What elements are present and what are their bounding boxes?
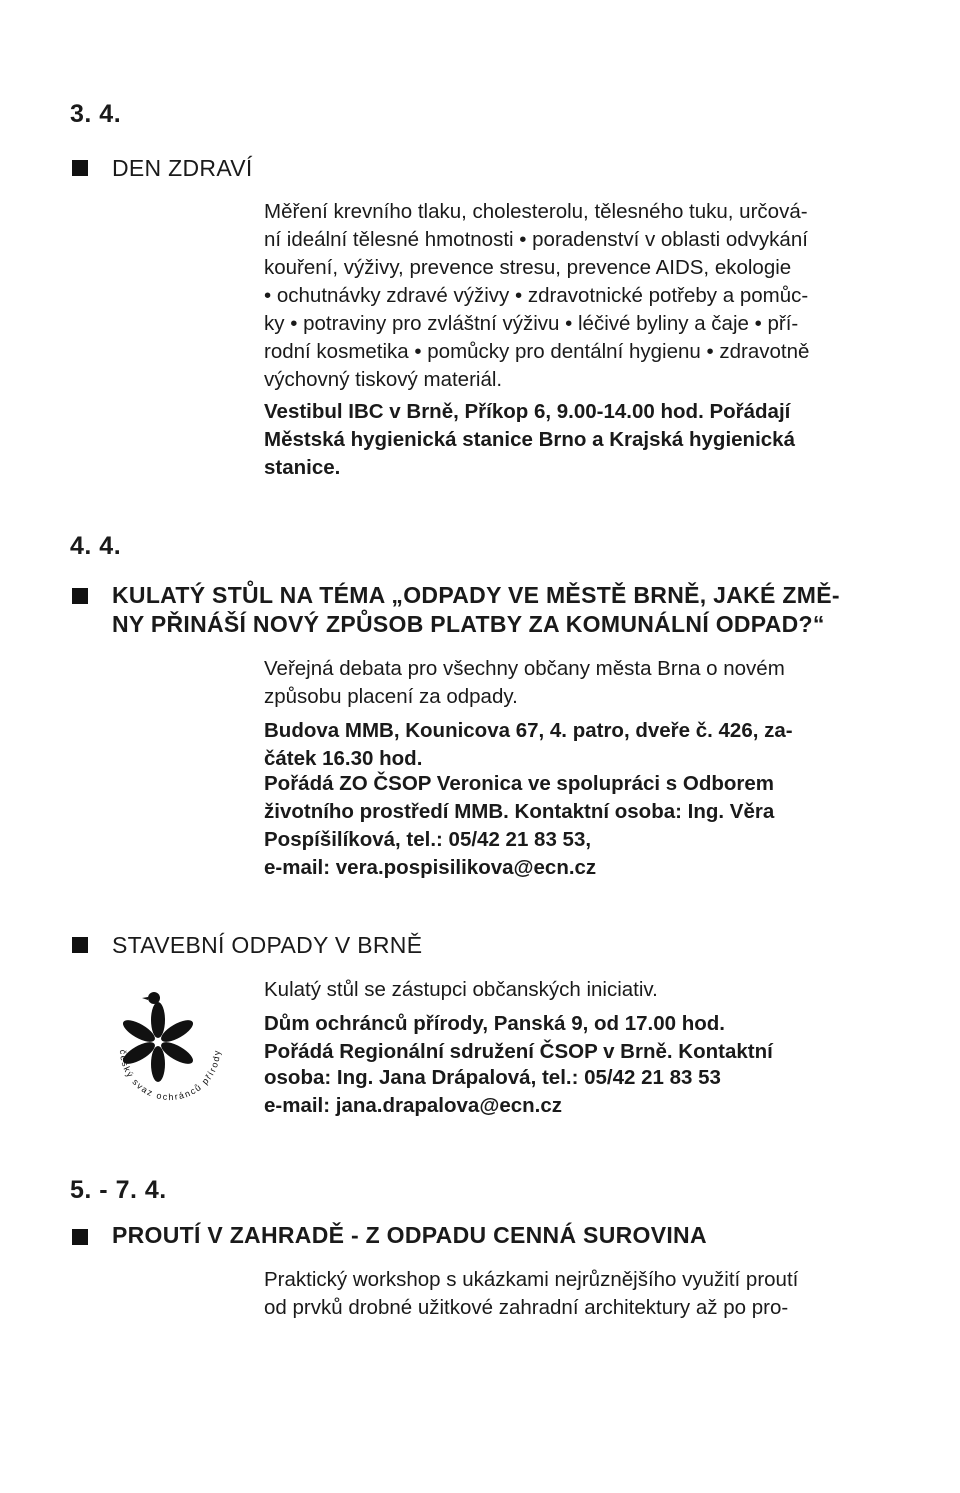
body-line: Veřejná debata pro všechny občany města Brna o novém (264, 657, 785, 680)
date-heading: 3. 4. (70, 100, 122, 128)
section-title-line: KULATÝ STŮL NA TÉMA „ODPADY VE MĚSTĚ BRNĚ, JAKÉ ZMĚ- (112, 582, 840, 608)
body-line: ní ideální tělesné hmotnosti • poradenství v oblasti odvykání (264, 228, 808, 251)
info-line: Vestibul IBC v Brně, Příkop 6, 9.00-14.00 hod. Pořádají (264, 400, 791, 423)
info-line: stanice. (264, 456, 341, 479)
body-line: ky • potraviny pro zvláštní výživu • léčivé byliny a čaje • pří- (264, 312, 799, 335)
body-line: způsobu placení za odpady. (264, 685, 518, 708)
body-line: Měření krevního tlaku, cholesterolu, tělesného tuku, určová- (264, 200, 808, 223)
logo-caption: český svaz ochránců přírody (117, 1048, 223, 1103)
body-line: Kulatý stůl se zástupci občanských iniciativ. (264, 978, 658, 1001)
info-line: Městská hygienická stanice Brno a Krajská hygienická (264, 428, 795, 451)
body-line: Praktický workshop s ukázkami nejrůznějšího využití proutí (264, 1268, 799, 1291)
info-line: Pořádá ZO ČSOP Veronica ve spolupráci s Odborem (264, 772, 775, 795)
info-line: Dům ochránců přírody, Panská 9, od 17.00 hod. (264, 1012, 725, 1035)
section-title-line: NY PŘINÁŠÍ NOVÝ ZPŮSOB PLATBY ZA KOMUNÁLNÍ ODPAD?“ (112, 611, 825, 637)
info-line: Budova MMB, Kounicova 67, 4. patro, dveře č. 426, za- (264, 719, 793, 742)
body-line: od prvků drobné užitkové zahradní architektury až po pro- (264, 1296, 789, 1319)
info-line: Pořádá Regionální sdružení ČSOP v Brně. Kontaktní (264, 1040, 773, 1063)
bullet-square-icon (72, 160, 88, 176)
body-line: • ochutnávky zdravé výživy • zdravotnické potřeby a pomůc- (264, 284, 809, 307)
body-line: rodní kosmetika • pomůcky pro dentální hygienu • zdravotně (264, 340, 810, 363)
csop-logo (110, 990, 230, 1110)
info-line: čátek 16.30 hod. (264, 747, 423, 770)
body-line: kouření, výživy, prevence stresu, prevence AIDS, ekologie (264, 256, 792, 279)
bullet-square-icon (72, 588, 88, 604)
date-heading: 4. 4. (70, 532, 122, 560)
info-line: Pospíšilíková, tel.: 05/42 21 83 53, (264, 828, 592, 851)
info-line: osoba: Ing. Jana Drápalová, tel.: 05/42 21 83 53 (264, 1066, 721, 1089)
section-title: STAVEBNÍ ODPADY V BRNĚ (112, 932, 423, 958)
date-heading: 5. - 7. 4. (70, 1176, 167, 1204)
bullet-square-icon (72, 937, 88, 953)
info-line: e-mail: jana.drapalova@ecn.cz (264, 1094, 562, 1117)
body-line: výchovný tiskový materiál. (264, 368, 503, 391)
section-title: PROUTÍ V ZAHRADĚ - Z ODPADU CENNÁ SUROVINA (112, 1222, 707, 1248)
info-line: e-mail: vera.pospisilikova@ecn.cz (264, 856, 597, 879)
bullet-square-icon (72, 1229, 88, 1245)
info-line: životního prostředí MMB. Kontaktní osoba: Ing. Věra (264, 800, 775, 823)
section-title: DEN ZDRAVÍ (112, 155, 253, 181)
